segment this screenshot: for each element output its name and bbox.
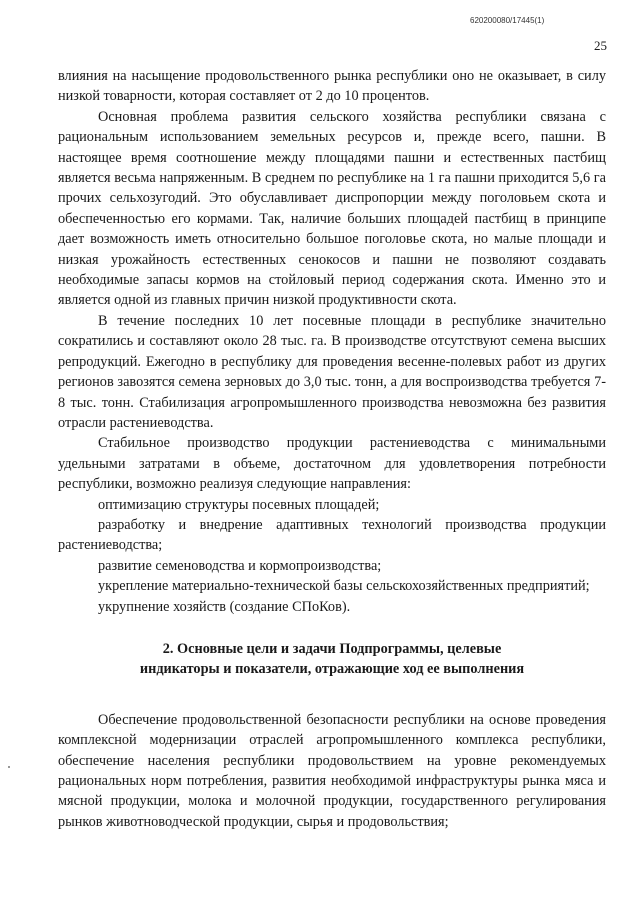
paragraph-directions-intro: Стабильное производство продукции растениеводства с минимальными удельными затратами в объеме, достаточном для удовлетворения потребности республики, возможно реализуя следующие направления: — [58, 435, 606, 493]
paragraph-goals: Обеспечение продовольственной безопасности республики на основе проведения комплексной модернизации отраслей агропромышленного комплекса республики, обеспечение населения республики продовольствием на уровне рекомендуемых рациональных норм потребления, развития необходимой инфраструктуры рынка мяса и мясной продукции, молока и молочной продукции, государственного регулирования рынков животноводческой продукции, сырья и продовольствия; — [58, 711, 606, 830]
document-body — [58, 66, 606, 832]
page-number: 25 — [594, 38, 607, 53]
list-item: укрепление материально-технической базы сельскохозяйственных предприятий; — [98, 578, 590, 595]
directions-list — [58, 495, 606, 617]
list-item: оптимизацию структуры посевных площадей; — [98, 496, 380, 513]
section-heading — [58, 639, 606, 680]
paragraph-land-resources: Основная проблема развития сельского хозяйства республики связана с рациональным использованием земельных ресурсов и, прежде всего, пашни. В настоящее время соотношение между площадями пашни и естественных пастбищ является весьма напряженным. В среднем по республике на 1 га пашни приходится 5,6 га прочих сельхозугодий. Это обуславливает диспропорции между поголовьем скота и обеспеченностью его кормами. Так, наличие больших площадей пастбищ в принципе дает возможность иметь относительно большое поголовье скота, но малые площади и низкая урожайность естественных сенокосов и пашни не позволяют создавать необходимые запасы кормов на стойловый период содержания скота. Именно это и является одной из главных причин низкой продуктивности скота. — [58, 108, 606, 309]
paragraph-continuation: влияния на насыщение продовольственного рынка республики оно не оказывает, в силу низкой товарности, которая составляет от 2 до 10 процентов. — [58, 68, 606, 105]
list-item: развитие семеноводства и кормопроизводства; — [98, 557, 382, 574]
list-item: укрупнение хозяйств (создание СПоКов). — [98, 598, 351, 615]
paragraph-sown-areas: В течение последних 10 лет посевные площади в республике значительно сократились и составляют около 28 тыс. га. В производстве отсутствуют семена высших репродукций. Ежегодно в республику для проведения весенне-полевых работ из других регионов завозятся семена зерновых до 3,0 тыс. тонн, а для воспроизводства требуется 7-8 тыс. тонн. Стабилизация агропромышленного производства невозможна без развития отрасли растениеводства. — [58, 312, 606, 431]
document-number: 620200080/17445(1) — [470, 16, 545, 25]
section-heading-line-1: 2. Основные цели и задачи Подпрограммы, целевые — [162, 640, 502, 657]
spacer — [58, 680, 606, 710]
list-item: разработку и внедрение адаптивных технологий производства продукции растениеводства; — [58, 516, 606, 554]
section-heading-line-2: индикаторы и показатели, отражающие ход ее выполнения — [139, 661, 525, 678]
spacer — [58, 617, 606, 639]
scan-speck — [8, 766, 10, 768]
